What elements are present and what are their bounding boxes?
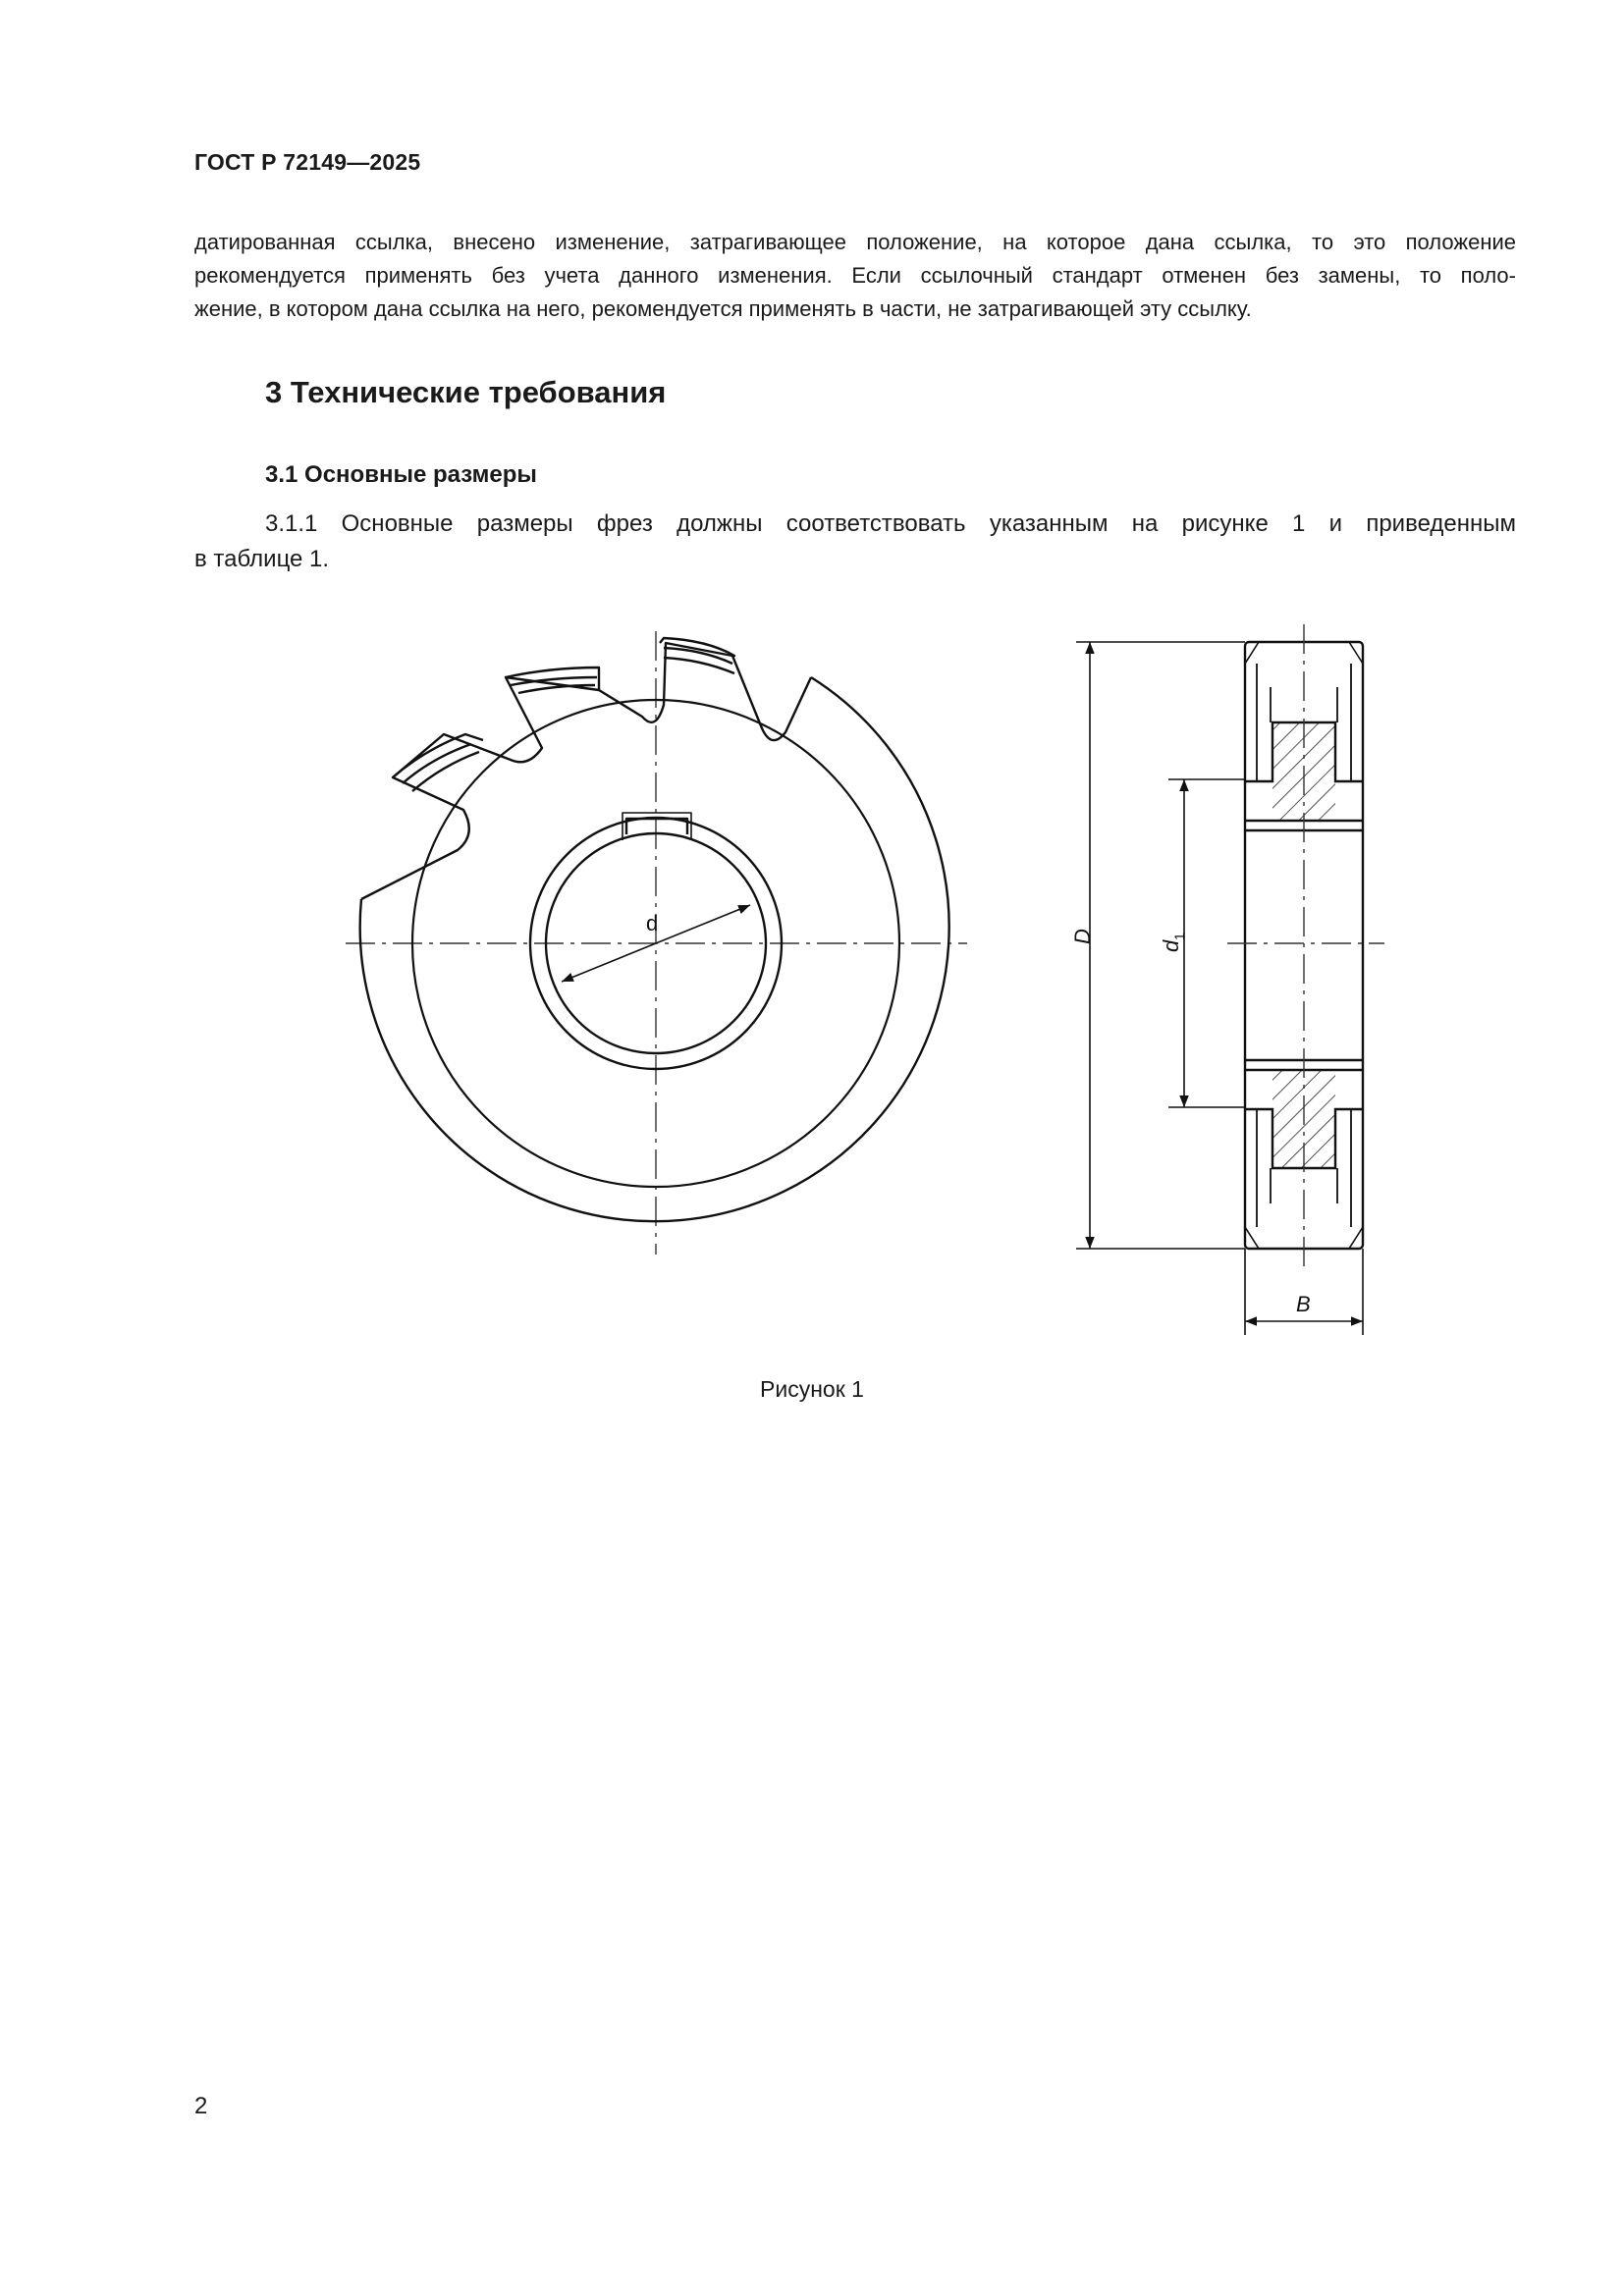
label-d1-subscript: 1: [1171, 933, 1187, 940]
figure-caption: Рисунок 1: [760, 1376, 864, 1402]
text-line: жение, в котором дана ссылка на него, рекомендуется применять в части, не затрагивающей эту ссылку.: [194, 296, 1252, 321]
text-line: в таблице 1.: [194, 546, 330, 572]
label-B: B: [1296, 1292, 1311, 1316]
text-line: 3.1.1 Основные размеры фрез должны соответствовать указанным на рисунке 1 и приведенным: [265, 510, 1516, 537]
cutter-side-view: [1227, 624, 1384, 1266]
document-header: ГОСТ Р 72149—2025: [194, 149, 421, 175]
subsection-heading: 3.1 Основные размеры: [265, 461, 537, 488]
text-line: датированная ссылка, внесено изменение, затрагивающее положение, на которое дана ссылка, то это положение: [194, 230, 1516, 254]
label-d: d: [646, 911, 659, 935]
keyway: [626, 819, 687, 834]
page-number: 2: [194, 2093, 208, 2119]
section-heading: 3 Технические требования: [265, 375, 667, 409]
cutter-front-view: [346, 631, 967, 1255]
label-d1-main: d: [1159, 939, 1183, 952]
label-d1: [1159, 933, 1187, 952]
text-line: рекомендуется применять без учета данного изменения. Если ссылочный стандарт отменен без замены, то поло-: [194, 263, 1516, 288]
teeth-contour: [361, 643, 811, 899]
label-D: D: [1070, 929, 1095, 944]
outer-body-arc: [360, 677, 949, 1221]
